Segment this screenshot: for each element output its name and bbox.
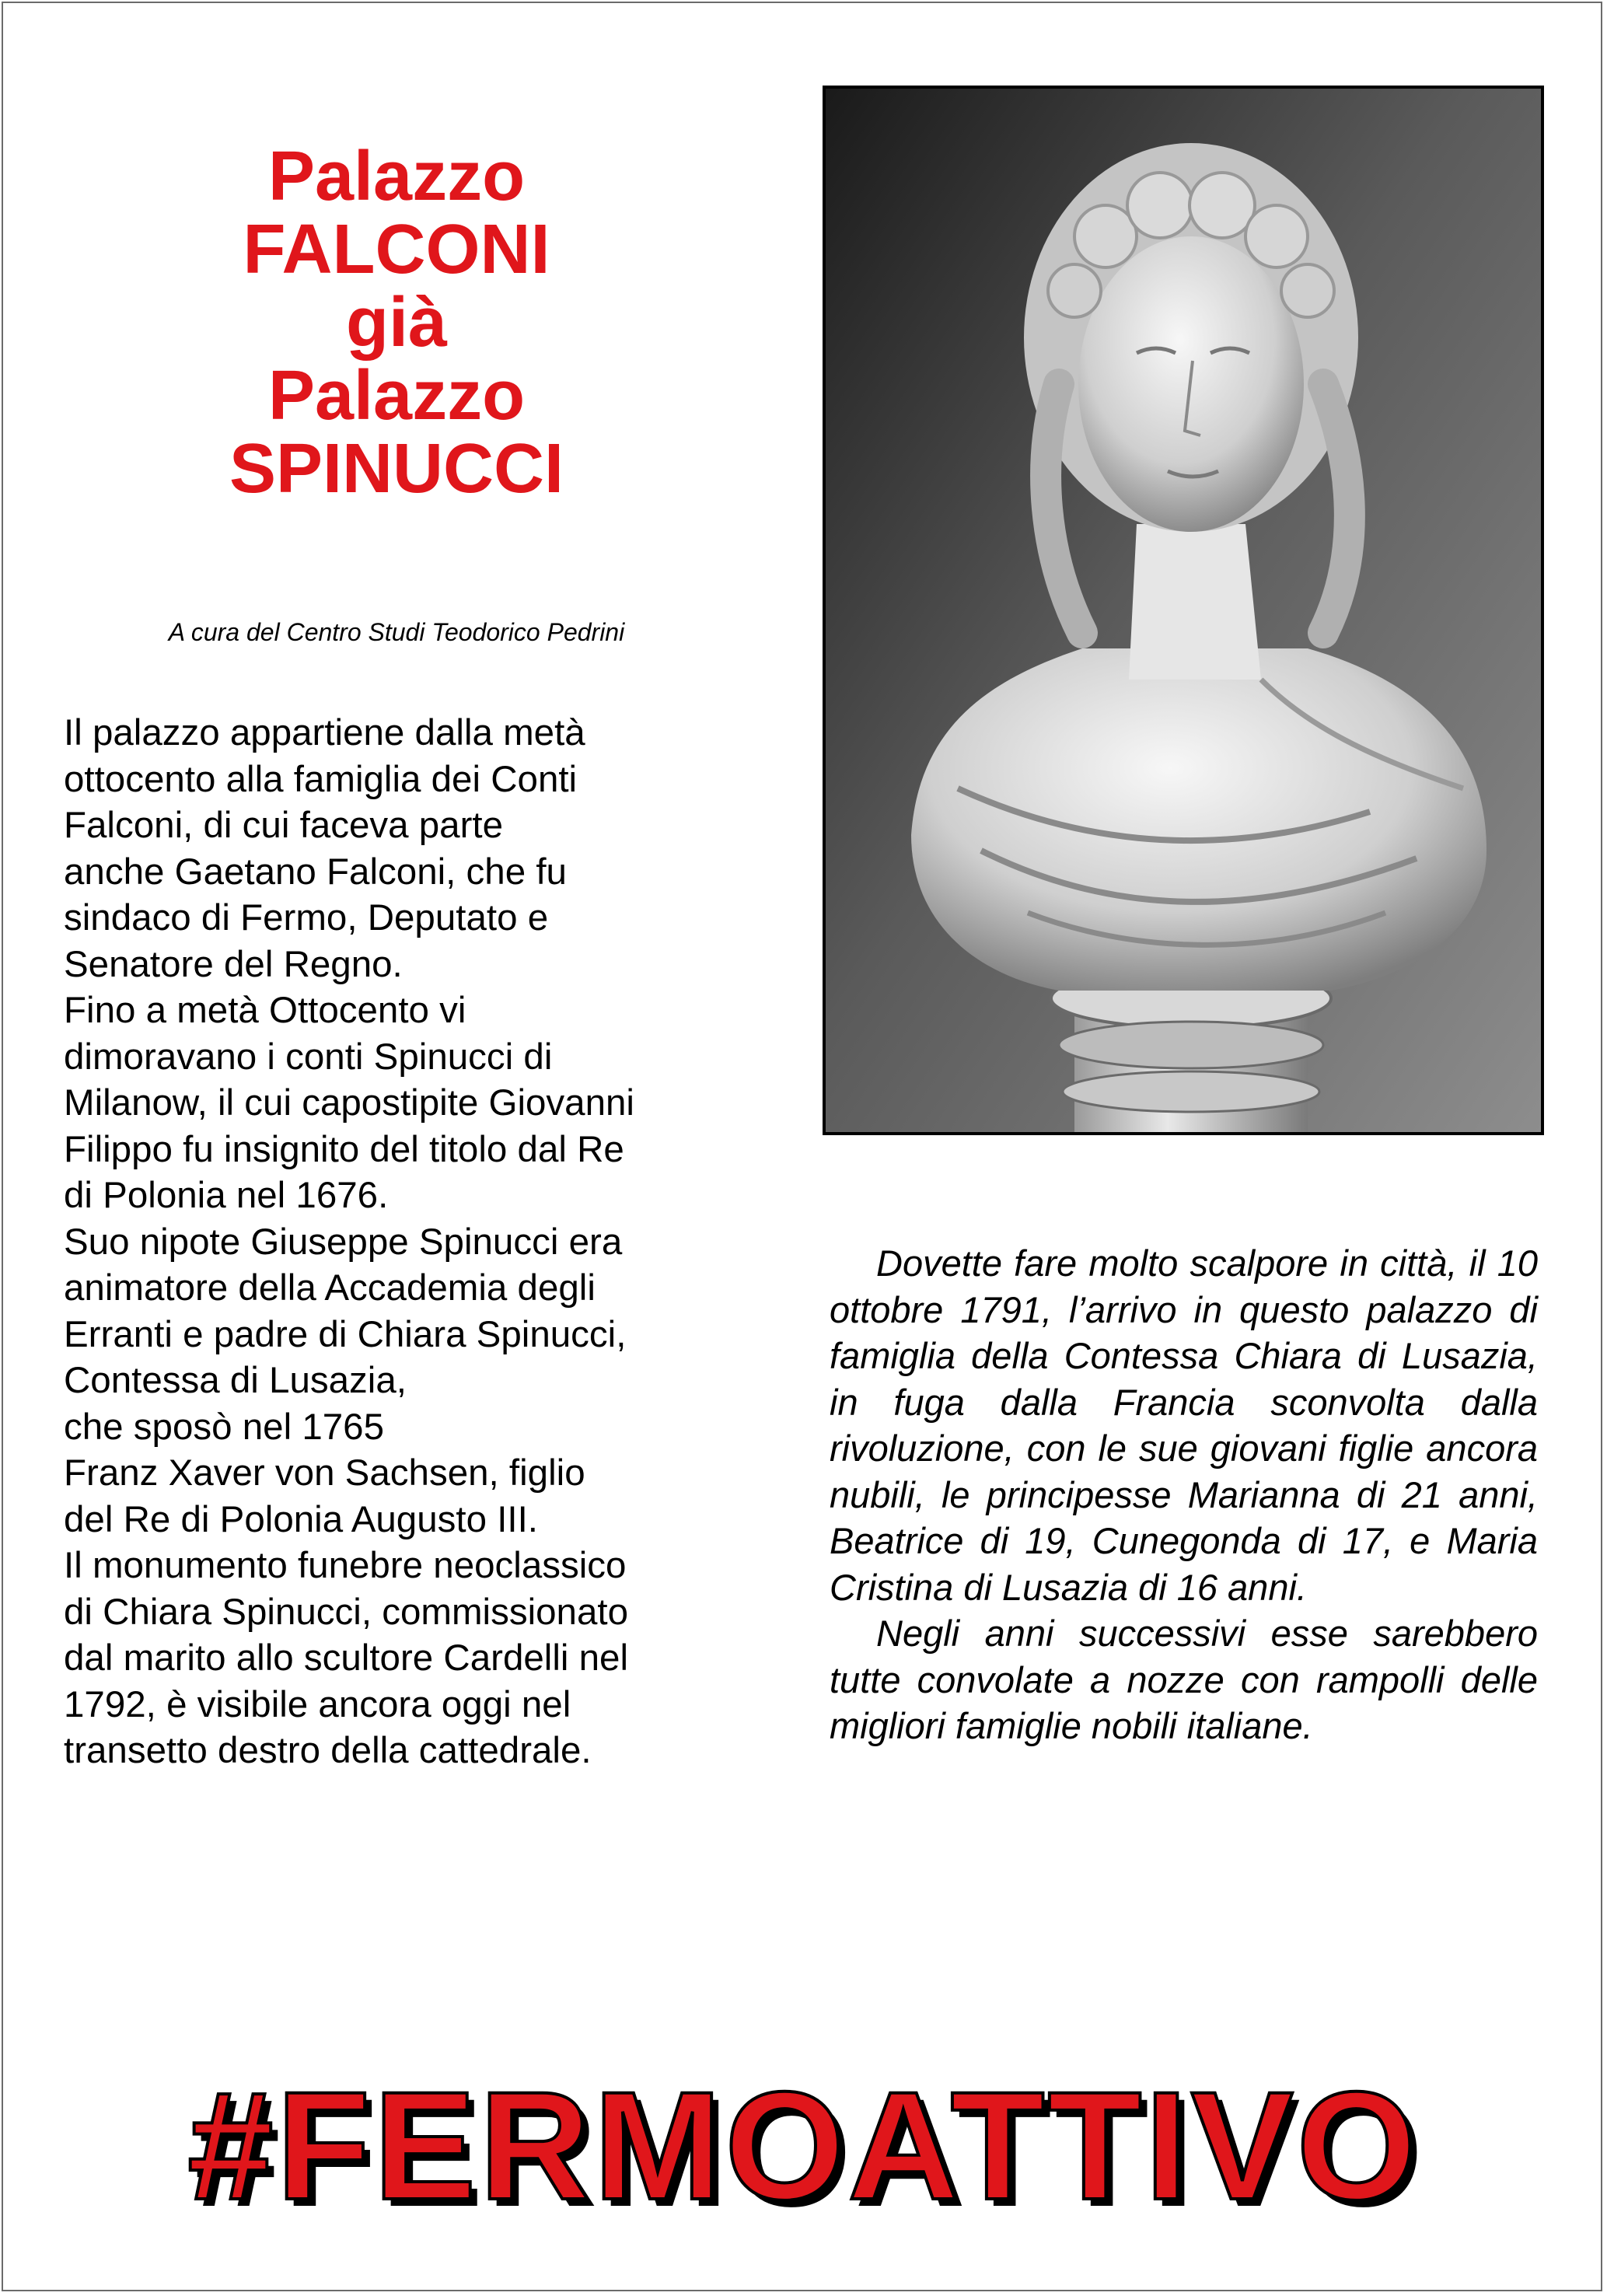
text-line: del Re di Polonia Augusto III.: [64, 1498, 538, 1540]
hashtag-banner: #FERMOATTIVO: [187, 2060, 1420, 2231]
text-line: Milanow, il cui capostipite Giovanni: [64, 1082, 634, 1124]
title-line: già: [345, 284, 448, 362]
text-line: Contessa di Lusazia,: [64, 1360, 407, 1401]
text-line: Franz Xaver von Sachsen, figlio: [64, 1452, 585, 1494]
text-line: Fino a metà Ottocento vi: [64, 990, 466, 1031]
text-line: 1792, è visibile ancora oggi nel: [64, 1683, 571, 1725]
text-line: Il palazzo appartiene dalla metà: [64, 712, 585, 753]
text-line: Suo nipote Giuseppe Spinucci era: [64, 1221, 623, 1263]
page-title: [101, 138, 692, 508]
bust-image: [826, 89, 1541, 1132]
text-line: Senatore del Regno.: [64, 943, 403, 985]
right-column-text: [830, 1240, 1538, 1749]
text-line: anche Gaetano Falconi, che fu: [64, 851, 567, 893]
text-line: animatore della Accademia degli: [64, 1267, 596, 1309]
left-column-text: [64, 710, 787, 1774]
text-line: sindaco di Fermo, Deputato e: [64, 897, 549, 938]
title-line: Palazzo: [267, 357, 526, 435]
title-line: SPINUCCI: [229, 430, 564, 508]
text-line: Filippo fu insignito del titolo dal Re: [64, 1128, 624, 1170]
text-line: dimoravano i conti Spinucci di: [64, 1036, 553, 1078]
credit-line: A cura del Centro Studi Teodorico Pedrini: [168, 618, 625, 646]
text-line: ottocento alla famiglia dei Conti: [64, 758, 578, 800]
text-line: Erranti e padre di Chiara Spinucci,: [64, 1313, 627, 1355]
text-line: Falconi, di cui faceva parte: [64, 805, 504, 846]
text-line: transetto destro della cattedrale.: [64, 1730, 592, 1771]
paragraph: Dovette fare molto scalpore in città, il 10 ottobre 1791, l’arrivo in questo palazzo di famiglia della Contessa Chiara di Lusazia, in fuga dalla Francia sconvolta dalla rivoluzione, con le sue giovani figlie ancora nubili, le principesse Marianna di 21 anni, Beatrice di 19, Cunegonda di 17, e Maria Cristina di Lusazia di 16 anni.: [830, 1242, 1538, 1608]
paragraph: Negli anni successivi esse sarebbero tutte convolate a nozze con rampolli delle migliori famiglie nobili italiane.: [830, 1613, 1538, 1746]
text-line: Il monumento funebre neoclassico: [64, 1545, 627, 1586]
text-line: dal marito allo scultore Cardelli nel: [64, 1637, 629, 1679]
text-line: di Polonia nel 1676.: [64, 1175, 389, 1216]
title-line: Palazzo: [267, 138, 526, 215]
text-line: che sposò nel 1765: [64, 1406, 384, 1448]
title-line: FALCONI: [243, 211, 550, 288]
text-line: di Chiara Spinucci, commissionato: [64, 1591, 628, 1633]
bust-photo: [823, 86, 1544, 1135]
